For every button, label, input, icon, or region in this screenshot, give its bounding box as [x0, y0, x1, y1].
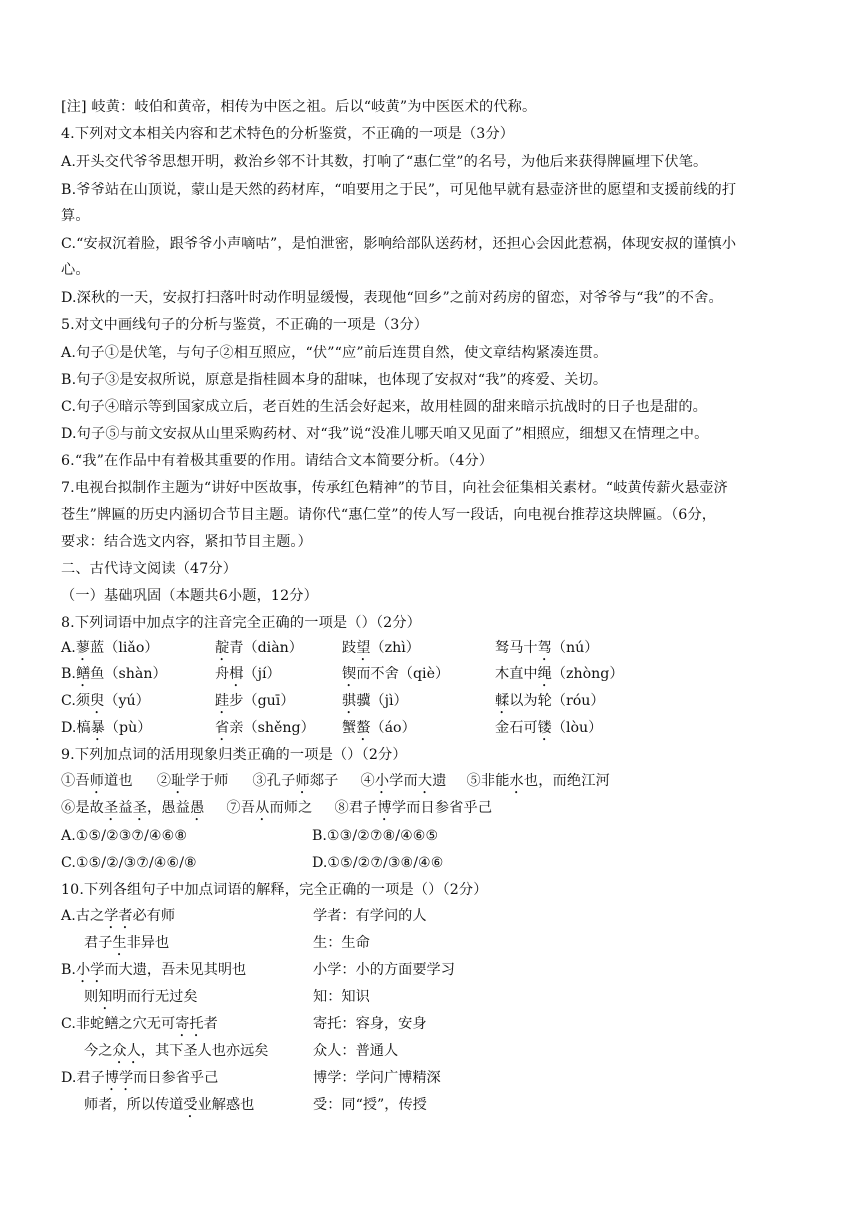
- q8-c-4: 輮以为轮（róu）: [495, 693, 605, 709]
- subsection-heading: （一）基础巩固（本题共6小题，12分）: [61, 588, 318, 604]
- q7-line2: 苍生”牌匾的历史内涵切合节目主题。请你代“惠仁堂”的传人写一段话，向电视台推荐这块牌匾。（6分，: [61, 507, 717, 523]
- q10-c-sentence1: C.非蛇鳝之穴无可寄托者: [61, 1016, 218, 1032]
- q10-d-sentence2: 师者，所以传道受业解惑也: [84, 1097, 255, 1113]
- q9-items-line1: ①吾师道也 ②耻学于师 ③孔子师郯子 ④小学而大遗 ⑤非能水也，而绝江河: [61, 773, 610, 789]
- q9-stem: 9.下列加点词的活用现象归类正确的一项是（）（2分）: [61, 747, 407, 763]
- q8-a-1: A.蓼蓝（liǎo）: [61, 640, 159, 656]
- q7-line3: 要求：结合选文内容，紧扣节目主题。）: [61, 534, 312, 550]
- q10-a-sentence1: A.古之学者必有师: [61, 908, 176, 924]
- q5-option-c: C.句子④暗示等到国家成立后，老百姓的生活会好起来，故用桂圆的甜来暗示抗战时的日子也是甜的。: [61, 399, 708, 415]
- q8-d-2: 省亲（shěng）: [215, 720, 315, 736]
- q5-option-b: B.句子③是安叔所说，原意是指桂圆本身的甜味，也体现了安叔对“我”的疼爱、关切。: [61, 372, 608, 388]
- q8-a-4: 驽马十驾（nú）: [495, 640, 599, 656]
- q5-stem: 5.对文中画线句子的分析与鉴赏，不正确的一项是（3分）: [61, 317, 429, 333]
- q8-stem: 8.下列词语中加点字的注音完全正确的一项是（）（2分）: [61, 615, 422, 631]
- q10-b-explain2: 知：知识: [313, 989, 370, 1005]
- q8-d-3: 蟹螯（áo）: [342, 720, 416, 736]
- section-heading: 二、古代诗文阅读（47分）: [61, 561, 238, 577]
- q10-b-sentence2: 则知明而行无过矣: [84, 989, 198, 1005]
- q9-items-line2: ⑥是故圣益圣，愚益愚 ⑦吾从而师之 ⑧君子博学而日参省乎己: [61, 800, 493, 816]
- q5-option-a: A.句子①是伏笔，与句子②相互照应，“伏”“应”前后连贯自然，使文章结构紧凑连贯。: [61, 345, 608, 361]
- q10-d-sentence1: D.君子博学而日参省乎己: [61, 1070, 219, 1086]
- q8-c-2: 跬步（guī）: [215, 693, 295, 709]
- q9-option-a: A.①⑤/②③⑦/④⑥⑧: [61, 828, 188, 844]
- q8-a-3: 跂望（zhì）: [342, 640, 420, 656]
- q9-option-c: C.①⑤/②/③⑦/④⑥/⑧: [61, 855, 197, 871]
- q10-stem: 10.下列各组句子中加点词语的解释，完全正确的一项是（）（2分）: [61, 882, 488, 898]
- q10-c-explain2: 众人：普通人: [313, 1043, 399, 1059]
- q9-option-d: D.①⑤/②⑦/③⑧/④⑥: [312, 855, 444, 871]
- q10-a-explain1: 学者：有学问的人: [313, 908, 427, 924]
- q4-option-b-line2: 算。: [61, 208, 90, 224]
- q4-option-b-line1: B.爷爷站在山顶说，蒙山是天然的药材库，“咱要用之于民”，可见他早就有悬壶济世的愿望和支援前线的打: [61, 182, 737, 198]
- q8-d-1: D.槁暴（pù）: [61, 720, 152, 736]
- q10-b-explain1: 小学：小的方面要学习: [313, 962, 455, 978]
- q8-c-3: 骐骥（jì）: [342, 693, 408, 709]
- q4-stem: 4.下列对文本相关内容和艺术特色的分析鉴赏，不正确的一项是（3分）: [61, 126, 515, 142]
- q8-b-3: 锲而不舍（qiè）: [342, 666, 450, 682]
- q7-line1: 7.电视台拟制作主题为“讲好中医故事，传承红色精神”的节目，向社会征集相关素材。“岐黄传薪火悬壶济: [61, 480, 728, 496]
- q10-d-explain2: 受：同“授”，传授: [313, 1097, 427, 1113]
- annotation-note: [注] 岐黄：岐伯和黄帝，相传为中医之祖。后以“岐黄”为中医医术的代称。: [61, 99, 537, 115]
- q8-b-4: 木直中绳（zhòng）: [495, 666, 624, 682]
- q4-option-c-line2: 心。: [61, 262, 90, 278]
- q5-option-d: D.句子⑤与前文安叔从山里采购药材、对“我”说“没准儿哪天咱又见面了”相照应，细想又在情理之中。: [61, 426, 709, 442]
- q8-c-1: C.须臾（yú）: [61, 693, 150, 709]
- q8-b-1: B.鳝鱼（shàn）: [61, 666, 167, 682]
- q8-b-2: 舟楫（jí）: [215, 666, 281, 682]
- q10-a-explain2: 生：生命: [313, 935, 370, 951]
- q8-d-4: 金石可镂（lòu）: [495, 720, 603, 736]
- q4-option-a: A.开头交代爷爷思想开明，救治乡邻不计其数，打响了“惠仁堂”的名号，为他后来获得牌匾埋下伏笔。: [61, 154, 708, 170]
- q10-a-sentence2: 君子生非异也: [84, 935, 170, 951]
- q10-b-sentence1: B.小学而大遗，吾未见其明也: [61, 962, 247, 978]
- q9-option-b: B.①③/②⑦⑧/④⑥⑤: [312, 828, 439, 844]
- q8-a-2: 靛青（diàn）: [215, 640, 303, 656]
- q6-stem: 6.“我”在作品中有着极其重要的作用。请结合文本简要分析。（4分）: [61, 453, 494, 469]
- q10-c-explain1: 寄托：容身，安身: [313, 1016, 427, 1032]
- q4-option-c-line1: C.“安叔沉着脸，跟爷爷小声嘀咕”，是怕泄密，影响给部队送药材，还担心会因此惹祸，体现安叔的谨慎小: [61, 236, 737, 252]
- q10-c-sentence2: 今之众人，其下圣人也亦远矣: [84, 1043, 269, 1059]
- q4-option-d: D.深秋的一天，安叔打扫落叶时动作明显缓慢，表现他“回乡”之前对药房的留恋，对爷爷与“我”的不舍。: [61, 290, 723, 306]
- q10-d-explain1: 博学：学问广博精深: [313, 1070, 441, 1086]
